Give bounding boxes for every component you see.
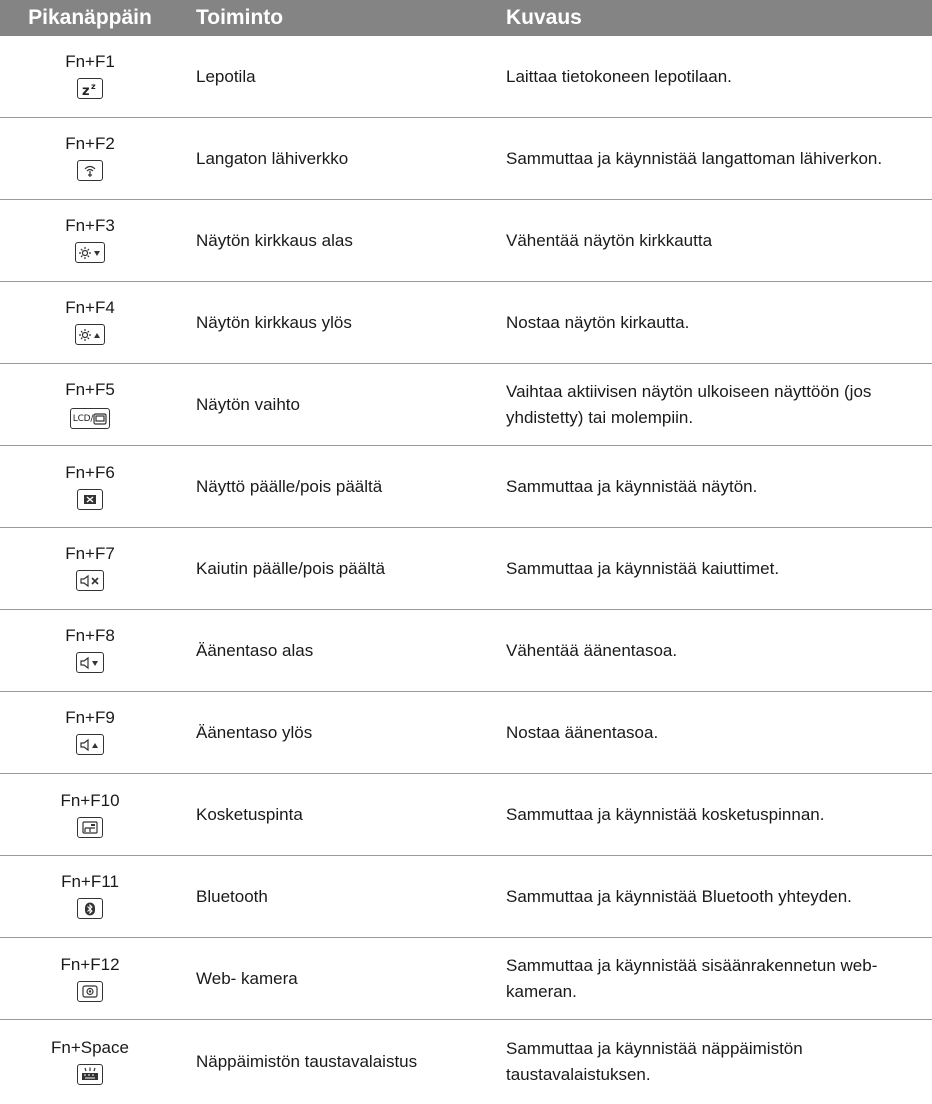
hotkey-cell bbox=[0, 446, 180, 528]
description-cell: Sammuttaa ja käynnistää kaiuttimet. bbox=[496, 528, 932, 610]
function-cell: Bluetooth bbox=[180, 856, 496, 938]
table-row bbox=[0, 282, 932, 364]
table-row bbox=[0, 446, 932, 528]
function-cell: Näytön kirkkaus alas bbox=[180, 200, 496, 282]
table-row bbox=[0, 118, 932, 200]
hotkey-cell bbox=[0, 282, 180, 364]
hotkey-combo: Fn+F9 bbox=[0, 708, 180, 728]
function-cell: Näytön kirkkaus ylös bbox=[180, 282, 496, 364]
hotkey-combo: Fn+F4 bbox=[0, 298, 180, 318]
function-cell: Kosketuspinta bbox=[180, 774, 496, 856]
header-description: Kuvaus bbox=[496, 0, 932, 36]
hotkey-cell bbox=[0, 200, 180, 282]
hotkey-combo: Fn+Space bbox=[0, 1038, 180, 1058]
hotkey-combo: Fn+F2 bbox=[0, 134, 180, 154]
volume-up-icon bbox=[76, 734, 104, 755]
wireless-lan-icon bbox=[77, 160, 103, 181]
hotkey-cell bbox=[0, 610, 180, 692]
function-cell: Näyttö päälle/pois päältä bbox=[180, 446, 496, 528]
function-cell: Langaton lähiverkko bbox=[180, 118, 496, 200]
hotkey-cell bbox=[0, 528, 180, 610]
webcam-icon bbox=[77, 981, 103, 1002]
hotkey-cell bbox=[0, 856, 180, 938]
description-cell: Sammuttaa ja käynnistää näytön. bbox=[496, 446, 932, 528]
description-cell: Vähentää äänentasoa. bbox=[496, 610, 932, 692]
hotkey-combo: Fn+F1 bbox=[0, 52, 180, 72]
description-cell: Nostaa äänentasoa. bbox=[496, 692, 932, 774]
svg-text:z: z bbox=[82, 84, 90, 96]
function-cell: Näppäimistön taustavalaistus bbox=[180, 1020, 496, 1104]
table-row bbox=[0, 610, 932, 692]
hotkey-cell bbox=[0, 118, 180, 200]
brightness-up-icon bbox=[75, 324, 105, 345]
table-row bbox=[0, 36, 932, 118]
description-cell: Sammuttaa ja käynnistää kosketuspinnan. bbox=[496, 774, 932, 856]
display-toggle-icon bbox=[77, 489, 103, 510]
header-key: Pikanäppäin bbox=[0, 0, 180, 36]
table-row bbox=[0, 528, 932, 610]
header-function: Toiminto bbox=[180, 0, 496, 36]
description-cell: Sammuttaa ja käynnistää näppäimistön taustavalaistuksen. bbox=[496, 1020, 932, 1104]
hotkey-cell bbox=[0, 1020, 180, 1104]
table-row bbox=[0, 774, 932, 856]
function-cell: Näytön vaihto bbox=[180, 364, 496, 446]
sleep-icon bbox=[77, 78, 103, 99]
hotkey-combo: Fn+F10 bbox=[0, 791, 180, 811]
hotkey-combo: Fn+F3 bbox=[0, 216, 180, 236]
table-row bbox=[0, 856, 932, 938]
hotkey-combo: Fn+F5 bbox=[0, 380, 180, 400]
hotkey-cell bbox=[0, 364, 180, 446]
table-row bbox=[0, 200, 932, 282]
touchpad-icon bbox=[77, 817, 103, 838]
hotkey-combo: Fn+F7 bbox=[0, 544, 180, 564]
header-row bbox=[0, 0, 932, 36]
description-cell: Vaihtaa aktiivisen näytön ulkoiseen näyttöön (jos yhdistetty) tai molempiin. bbox=[496, 364, 932, 446]
description-cell: Sammuttaa ja käynnistää langattoman lähiverkon. bbox=[496, 118, 932, 200]
table-row bbox=[0, 938, 932, 1020]
function-cell: Lepotila bbox=[180, 36, 496, 118]
hotkey-combo: Fn+F6 bbox=[0, 463, 180, 483]
function-cell: Äänentaso ylös bbox=[180, 692, 496, 774]
function-cell: Web- kamera bbox=[180, 938, 496, 1020]
table-row bbox=[0, 692, 932, 774]
bluetooth-icon bbox=[77, 898, 103, 919]
keycap-label: LCD/ bbox=[73, 414, 93, 424]
hotkey-combo: Fn+F12 bbox=[0, 955, 180, 975]
hotkey-combo: Fn+F8 bbox=[0, 626, 180, 646]
description-cell: Sammuttaa ja käynnistää Bluetooth yhteyden. bbox=[496, 856, 932, 938]
hotkey-cell bbox=[0, 774, 180, 856]
description-cell: Laittaa tietokoneen lepotilaan. bbox=[496, 36, 932, 118]
table-row bbox=[0, 1020, 932, 1104]
keyboard-backlight-icon bbox=[77, 1064, 103, 1085]
description-cell: Vähentää näytön kirkkautta bbox=[496, 200, 932, 282]
speaker-mute-icon bbox=[76, 570, 104, 591]
hotkey-cell bbox=[0, 692, 180, 774]
svg-text:z: z bbox=[91, 82, 96, 91]
function-cell: Äänentaso alas bbox=[180, 610, 496, 692]
hotkey-cell bbox=[0, 938, 180, 1020]
description-cell: Nostaa näytön kirkautta. bbox=[496, 282, 932, 364]
volume-down-icon bbox=[76, 652, 104, 673]
brightness-down-icon bbox=[75, 242, 105, 263]
hotkey-cell bbox=[0, 36, 180, 118]
table-row bbox=[0, 364, 932, 446]
hotkey-combo: Fn+F11 bbox=[0, 872, 180, 892]
description-cell: Sammuttaa ja käynnistää sisäänrakennetun web-kameran. bbox=[496, 938, 932, 1020]
display-switch-icon bbox=[70, 408, 110, 429]
function-cell: Kaiutin päälle/pois päältä bbox=[180, 528, 496, 610]
